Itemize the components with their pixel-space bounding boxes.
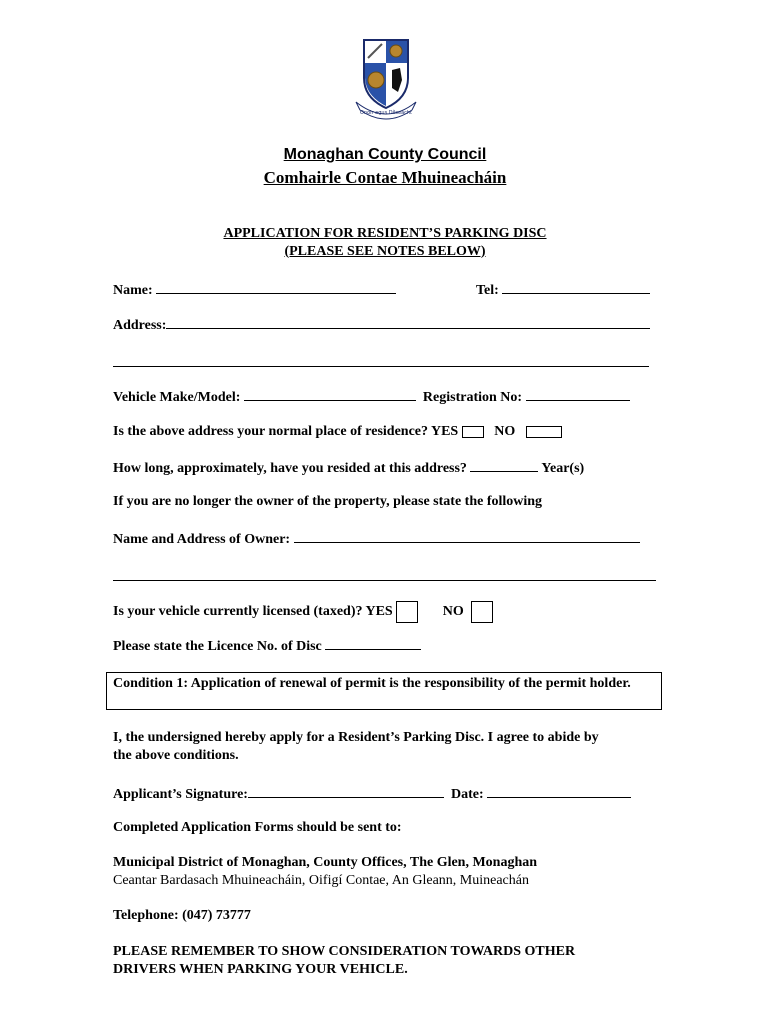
- tel-row: [476, 281, 650, 299]
- reminder-line1: PLEASE REMEMBER TO SHOW CONSIDERATION TOWARDS OTHER: [113, 944, 576, 959]
- how-long-question: How long, approximately, have you resided at this address?: [113, 461, 467, 476]
- address-irish: Ceantar Bardasach Mhuineacháin, Oifigí Contae, An Gleann, Muineachán: [113, 873, 529, 888]
- condition-box: Condition 1: Application of renewal of permit is the responsibility of the permit holder.: [106, 672, 662, 710]
- owner-row: [113, 530, 640, 548]
- telephone: Telephone: (047) 73777: [113, 908, 251, 923]
- owner-note: If you are no longer the owner of the property, please state the following: [113, 494, 543, 509]
- date-field[interactable]: [487, 785, 631, 798]
- declaration-line2: the above conditions.: [113, 748, 239, 763]
- residence-row: [113, 424, 562, 440]
- council-name-irish: Comhairle Contae Mhuineacháin: [263, 168, 507, 187]
- registration-field[interactable]: [526, 388, 630, 401]
- form-title: APPLICATION FOR RESIDENT’S PARKING DISC: [223, 226, 547, 241]
- licensed-row: [113, 601, 493, 623]
- owner-field-line2[interactable]: [113, 566, 656, 581]
- date-label: Date:: [450, 787, 484, 802]
- council-name: Monaghan County Council: [283, 146, 487, 163]
- signature-row: [113, 785, 631, 803]
- licensed-yes-checkbox[interactable]: [396, 601, 418, 623]
- owner-field-line1[interactable]: [294, 530, 640, 543]
- registration-label: Registration No:: [422, 390, 523, 405]
- how-long-field[interactable]: [470, 459, 538, 472]
- form-subtitle: (PLEASE SEE NOTES BELOW): [284, 244, 486, 259]
- vehicle-label: Vehicle Make/Model:: [113, 390, 241, 405]
- licensed-question: Is your vehicle currently licensed (taxed)? YES: [113, 604, 393, 620]
- reminder-line2: DRIVERS WHEN PARKING YOUR VEHICLE.: [113, 962, 408, 977]
- signature-field[interactable]: [248, 785, 444, 798]
- name-label: Name:: [113, 283, 153, 298]
- residence-question: Is the above address your normal place of residence? YES: [113, 424, 459, 439]
- how-long-row: [113, 459, 584, 477]
- declaration-line1: I, the undersigned hereby apply for a Resident’s Parking Disc. I agree to abide by: [113, 730, 599, 745]
- licensed-no-label: NO: [442, 604, 464, 620]
- vehicle-field[interactable]: [244, 388, 416, 401]
- owner-label: Name and Address of Owner:: [113, 532, 291, 547]
- licensed-no-checkbox[interactable]: [471, 601, 493, 623]
- name-field[interactable]: [156, 281, 396, 294]
- address-field-line1[interactable]: [166, 316, 650, 329]
- address-field-line2[interactable]: [113, 352, 649, 367]
- address-row: [113, 316, 650, 334]
- residence-no-label: NO: [494, 424, 516, 439]
- residence-yes-checkbox[interactable]: [462, 426, 484, 438]
- signature-label: Applicant’s Signature:: [113, 787, 248, 802]
- licence-disc-row: [113, 637, 421, 655]
- licence-disc-field[interactable]: [325, 637, 421, 650]
- residence-no-checkbox[interactable]: [526, 426, 562, 438]
- council-crest-logo: [350, 36, 422, 120]
- address-label: Address:: [113, 318, 167, 333]
- vehicle-row: [113, 388, 630, 406]
- send-to-label: Completed Application Forms should be sent to:: [113, 820, 402, 835]
- address-english: Municipal District of Monaghan, County Offices, The Glen, Monaghan: [113, 855, 538, 870]
- name-row: [113, 281, 396, 299]
- tel-label: Tel:: [476, 283, 499, 298]
- crest-motto: Onóir agus Dílseacht: [359, 110, 413, 116]
- licence-disc-label: Please state the Licence No. of Disc: [113, 639, 322, 654]
- years-label: Year(s): [541, 461, 585, 476]
- tel-field[interactable]: [502, 281, 650, 294]
